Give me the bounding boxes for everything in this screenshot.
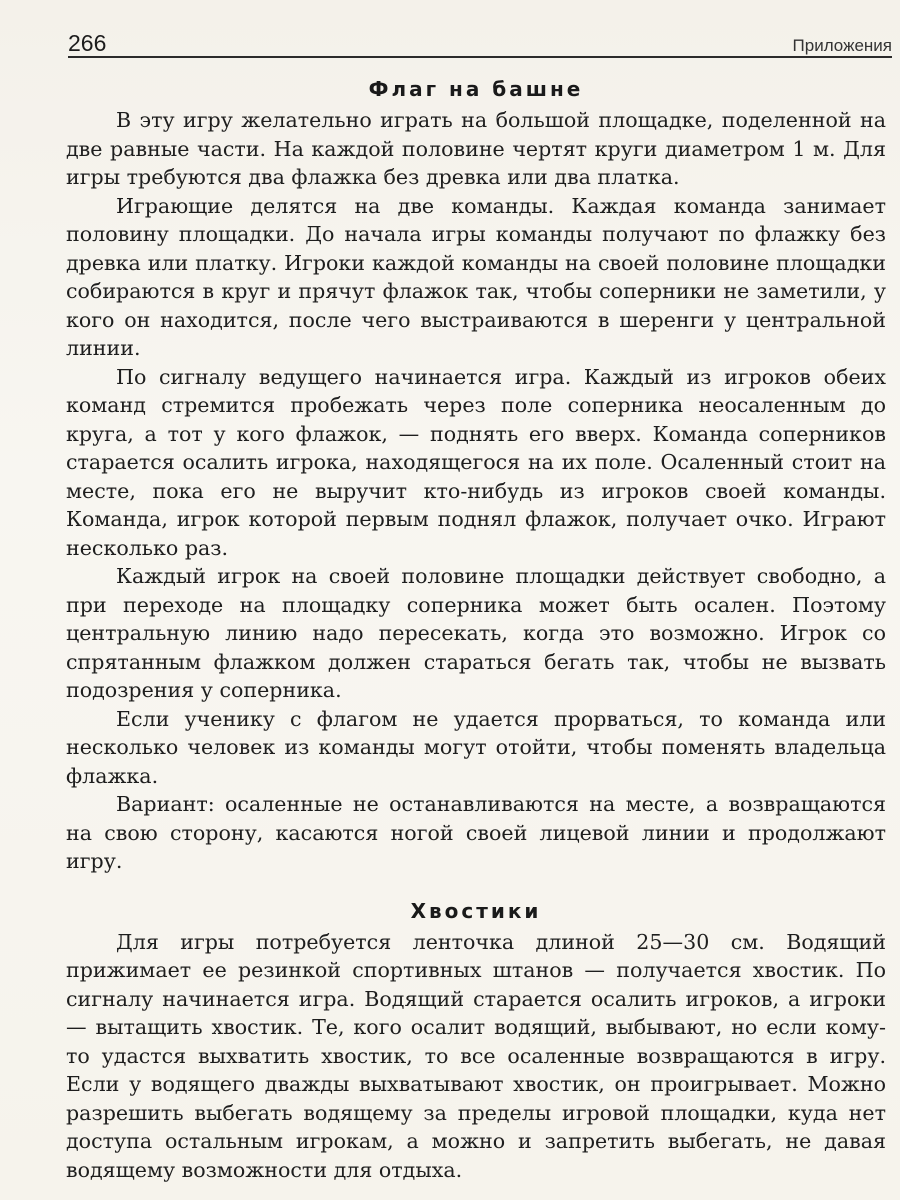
game-section-flag-on-tower <box>66 72 886 876</box>
paragraph: Для игры потребуется ленточка длиной 25—30 см. Водящий прижимает ее резинкой спортивных штанов — получается хвостик. По сигналу начинается игра. Водящий старается осалить игроков, а игроки — вытащить хвостик. Те, кого осалит водящий, выбывают, но если кому-то удастся выхватить хвостик, то все осаленные возвращаются в игру. Если у водящего дважды выхватывают хвостик, он проигрывает. Можно разрешить выбегать водящему за пределы игровой площадки, куда нет доступа остальным игрокам, а можно и запретить выбегать, не давая водящему возможности для отдыха. <box>66 929 886 1182</box>
paragraph: По сигналу ведущего начинается игра. Каждый из игроков обеих команд стремится пробежать через поле соперника неосаленным до круга, а тот у кого флажок, — поднять его вверх. Команда соперников старается осалить игрока, находящегося на их поле. Осаленный стоит на месте, пока его не выручит кто-нибудь из игроков своей команды. Команда, игрок которой первым поднял флажок, получает очко. Играют несколько раз. <box>66 364 886 560</box>
section-heading: Хвостики <box>410 898 542 923</box>
paragraph: Каждый игрок на своей половине площадки действует свободно, а при переходе на площадку соперника может быть осален. Поэтому центральную линию надо пересекать, когда это возможно. Игрок со спрятанным флажком должен стараться бегать так, чтобы не вызвать подозрения у соперника. <box>66 564 886 702</box>
paragraph: Вариант: осаленные не останавливаются на месте, а возвращаются на свою сторону, касаются ногой своей лицевой линии и продолжают игру. <box>66 792 886 873</box>
page-number: 266 <box>68 30 107 56</box>
header-rule <box>68 56 892 58</box>
paragraph: В эту игру желательно играть на большой площадке, поделенной на две равные части. На каждой половине чертят круги диаметром 1 м. Для игры требуются два флажка без древка или два платка. <box>66 108 886 189</box>
running-title: Приложения <box>792 36 892 55</box>
game-section-tails <box>66 894 886 1185</box>
section-heading: Флаг на башне <box>368 77 584 101</box>
paragraph: Играющие делятся на две команды. Каждая команда занимает половину площадки. До начала игры команды получают по флажку без древка или платку. Игроки каждой команды на своей половине площадки собираются в круг и прячут флажок так, чтобы соперники не заметили, у кого он находится, после чего выстраиваются в шеренги у центральной линии. <box>66 193 886 360</box>
page-content <box>66 72 886 1184</box>
page-header <box>68 24 892 58</box>
paragraph: Если ученику с флагом не удается прорваться, то команда или несколько человек из команды могут отойти, чтобы поменять владельца флажка. <box>66 706 886 788</box>
